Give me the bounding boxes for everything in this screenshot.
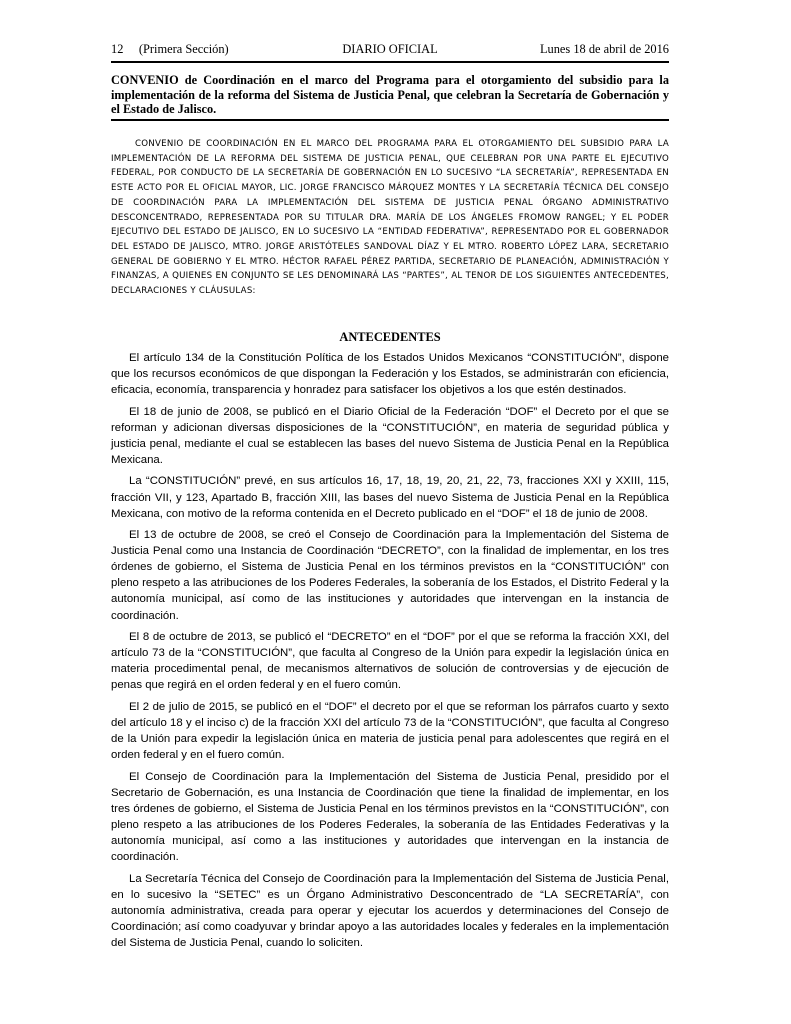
page-number-section: 12 (Primera Sección) bbox=[111, 42, 229, 56]
paragraph: El 8 de octubre de 2013, se publicó el “DECRETO” en el “DOF” por el que se reforma la fracción XXI, del artículo 73 de la “CONSTITUCIÓN”, que faculta al Congreso de la Unión para expedir la legislación única en materia procedimental penal, de mecanismos alternativos de solución de controversias y de ejecución de penas que regirá en el orden federal y en el fuero común. bbox=[111, 631, 669, 692]
paragraph: El 13 de octubre de 2008, se creó el Consejo de Coordinación para la Implementación del Sistema de Justicia Penal como una Instancia de Coordinación “DECRETO”, con la finalidad de implementar, en los tres órdenes de gobierno, el Sistema de Justicia Penal en los términos previstos en la “CONSTITUCIÓN” con pleno respeto a las atribuciones de los Poderes Federales, la soberanía de los Estados, el Distrito Federal y la autonomía municipal, así como de las instituciones y autoridades que intervengan en la instancia de coordinación. bbox=[111, 529, 669, 622]
header-divider bbox=[111, 61, 669, 63]
paragraph: El artículo 134 de la Constitución Política de los Estados Unidos Mexicanos “CONSTITUCIÓN”, dispone que los recursos económicos de que dispongan la Federación y los Estados, se administrarán con eficiencia, eficacia, economía, transparencia y honradez para satisfacer los objetivos a los que estén destinados. bbox=[111, 352, 669, 397]
title-divider bbox=[111, 119, 669, 121]
paragraph: El 18 de junio de 2008, se publicó en el Diario Oficial de la Federación “DOF” el Decreto por el que se reforman y adicionan diversas disposiciones de la “CONSTITUCIÓN”, en materia de seguridad pública y justicia penal, mediante el cual se establecen las bases del nuevo Sistema de Justicia Penal en la República Mexicana. bbox=[111, 405, 669, 466]
publication-name: DIARIO OFICIAL bbox=[342, 42, 438, 56]
publication-date: Lunes 18 de abril de 2016 bbox=[539, 42, 669, 56]
section-heading: ANTECEDENTES bbox=[339, 330, 441, 344]
page-header bbox=[111, 42, 669, 60]
paragraph: La Secretaría Técnica del Consejo de Coordinación para la Implementación del Sistema de Justicia Penal, en lo sucesivo la “SETEC” es un Órgano Administrativo Desconcentrado de “LA SECRETARÍA”, con autonomía administrativa, creada para operar y ejecutar los acuerdos y determinaciones del Consejo de Coordinación; así como coadyuvar y brindar apoyo a las autoridades locales y federales en la implementación del Sistema de Justicia Penal, cuando lo soliciten. bbox=[111, 872, 669, 949]
paragraph: La “CONSTITUCIÓN” prevé, en sus artículos 16, 17, 18, 19, 20, 21, 22, 73, fracciones XXI y XXIII, 115, fracción VII, y 123, Apartado B, fracción XIII, las bases del nuevo Sistema de Justicia Penal en la República Mexicana, con motivo de la reforma contenida en el Decreto publicado en el “DOF” el 18 de junio de 2008. bbox=[111, 475, 669, 520]
body-text bbox=[111, 350, 669, 956]
paragraph: El Consejo de Coordinación para la Implementación del Sistema de Justicia Penal, presidido por el Secretario de Gobernación, es una Instancia de Coordinación que tiene la finalidad de implementar, en los tres órdenes de gobierno, el Sistema de Justicia Penal en los términos previstos en la “CONSTITUCIÓN”, con pleno respeto a las atribuciones de los Poderes Federales, la soberanía de las Entidades Federativas y la autonomía municipal, así como a las instituciones y autoridades que intervengan en la instancia de coordinación. bbox=[111, 770, 669, 864]
preamble-paragraph: CONVENIO DE COORDINACIÓN EN EL MARCO DEL PROGRAMA PARA EL OTORGAMIENTO DEL SUBSIDIO PARA LA IMPLEMENTACIÓN DE LA REFORMA DEL SISTEMA DE JUSTICIA PENAL, QUE CELEBRAN POR UNA PARTE EL EJECUTIVO FEDERAL, POR CONDUCTO DE LA SECRETARÍA DE GOBERNACIÓN EN LO SUCESIVO “LA SECRETARÍA”, REPRESENTADA EN ESTE ACTO POR EL OFICIAL MAYOR, LIC. JORGE FRANCISCO MÁRQUEZ MONTES Y LA SECRETARÍA TÉCNICA DEL CONSEJO DE COORDINACIÓN PARA LA IMPLEMENTACIÓN DEL SISTEMA DE JUSTICIA PENAL ÓRGANO ADMINISTRATIVO DESCONCENTRADO, REPRESENTADA POR SU TITULAR DRA. MARÍA DE LOS ÁNGELES FROMOW RANGEL; Y EL PODER EJECUTIVO DEL ESTADO DE JALISCO, EN LO SUCESIVO LA “ENTIDAD FEDERATIVA”, REPRESENTADO POR EL GOBERNADOR DEL ESTADO DE JALISCO, MTRO. JORGE ARISTÓTELES SANDOVAL DÍAZ Y EL MTRO. ROBERTO LÓPEZ LARA, SECRETARIO GENERAL DE GOBIERNO Y EL MTRO. HÉCTOR RAFAEL PÉREZ PARTIDA, SECRETARIO DE PLANEACIÓN, ADMINISTRACIÓN Y FINANZAS, A QUIENES EN CONJUNTO SE LES DENOMINARÁ LAS “PARTES”, AL TENOR DE LOS SIGUIENTES ANTECEDENTES, DECLARACIONES Y CLÁUSULAS: bbox=[111, 139, 669, 297]
paragraph: El 2 de julio de 2015, se publicó en el “DOF” el decreto por el que se reforman los párrafos cuarto y sexto del artículo 18 y el inciso c) de la fracción XXI del artículo 73 de la “CONSTITUCIÓN”, que faculta al Congreso de la Unión para expedir la legislación única en materia de justicia penal para adolescentes que regirá en el orden federal y en el fuero común. bbox=[111, 700, 669, 762]
document-title: CONVENIO de Coordinación en el marco del Programa para el otorgamiento del subsidio para la implementación de la reforma del Sistema de Justicia Penal, que celebran la Secretaría de Gobernación y el Estado de Jalisco. bbox=[111, 73, 669, 116]
